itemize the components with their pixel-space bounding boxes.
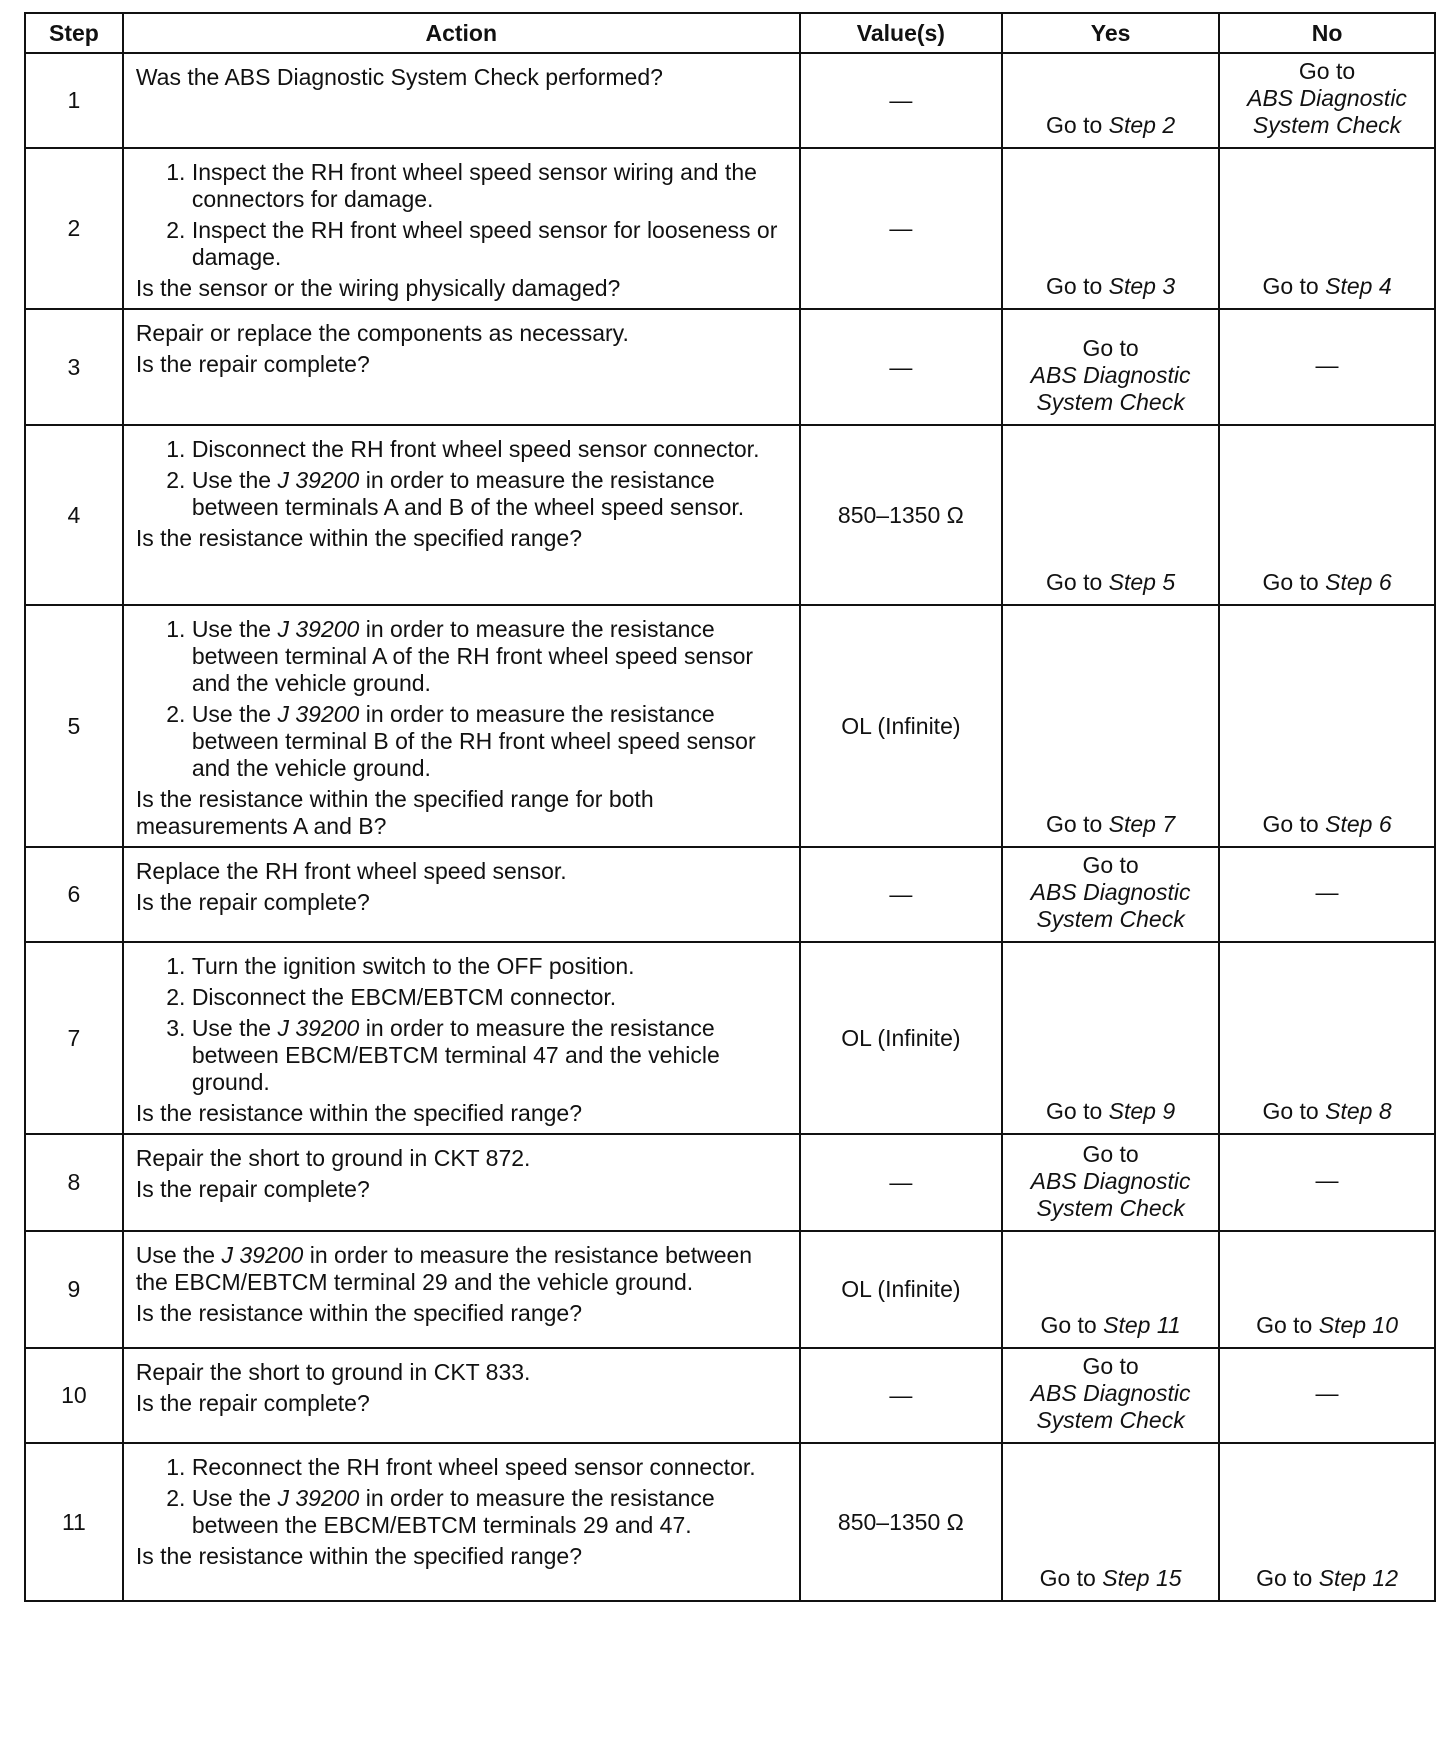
action-question: Is the resistance within the specified range? — [135, 1300, 583, 1326]
action-text: Use the — [191, 1485, 278, 1511]
step-number: 5 — [25, 605, 123, 847]
action-line: Is the repair complete? — [135, 1176, 370, 1202]
no-cell — [1219, 425, 1435, 605]
yes-prefix: Go to — [1039, 1565, 1103, 1591]
action-line: Repair or replace the components as necessary. — [135, 320, 629, 346]
action-line — [136, 1242, 779, 1296]
procedure-list — [136, 616, 779, 782]
yes-prefix: Go to — [1046, 1098, 1109, 1124]
action-text: Turn the ignition switch to the OFF position. — [191, 953, 635, 979]
yes-cell — [1002, 1134, 1219, 1231]
header-values: Value(s) — [800, 13, 1002, 53]
table-row — [25, 309, 1435, 425]
tool-name: J 39200 — [221, 1242, 304, 1268]
action-cell — [123, 1348, 800, 1443]
table-row — [25, 53, 1435, 148]
no-cell — [1219, 847, 1435, 942]
step-number: 2 — [25, 148, 123, 309]
yes-prefix: Go to — [1046, 811, 1109, 837]
header-row — [25, 13, 1435, 53]
yes-prefix: Go to — [1082, 1353, 1139, 1379]
yes-target: Step 9 — [1108, 1098, 1176, 1124]
step-number: 1 — [25, 53, 123, 148]
procedure-item — [192, 953, 779, 980]
yes-cell — [1002, 942, 1219, 1134]
no-target: Step 6 — [1325, 811, 1392, 837]
procedure-item — [192, 616, 779, 697]
action-text: Use the — [191, 701, 278, 727]
yes-target: Step 5 — [1108, 569, 1176, 595]
action-line: Is the repair complete? — [135, 351, 370, 377]
procedure-list — [136, 159, 779, 271]
value-cell: — — [800, 847, 1002, 942]
action-cell — [123, 847, 800, 942]
no-cell — [1219, 1443, 1435, 1601]
action-line: Repair the short to ground in CKT 833. — [135, 1359, 531, 1385]
no-cell — [1219, 309, 1435, 425]
yes-cell — [1002, 1443, 1219, 1601]
no-target: ABS Diagnostic System Check — [1247, 85, 1407, 138]
procedure-item — [192, 159, 779, 213]
no-cell — [1219, 942, 1435, 1134]
no-target: Step 12 — [1318, 1565, 1399, 1591]
step-number: 4 — [25, 425, 123, 605]
table-row — [25, 1348, 1435, 1443]
action-cell — [123, 148, 800, 309]
table-row — [25, 1443, 1435, 1601]
no-prefix: Go to — [1262, 273, 1326, 299]
value-cell: — — [800, 1348, 1002, 1443]
no-prefix: Go to — [1256, 1565, 1319, 1591]
step-number: 8 — [25, 1134, 123, 1231]
procedure-list — [136, 1454, 779, 1539]
no-prefix: Go to — [1262, 811, 1326, 837]
action-text: Use the — [191, 467, 278, 493]
yes-target: Step 15 — [1102, 1565, 1182, 1591]
yes-cell — [1002, 425, 1219, 605]
yes-prefix: Go to — [1046, 569, 1109, 595]
action-text: Inspect the RH front wheel speed sensor wiring and the connectors for damage. — [191, 159, 757, 212]
procedure-item — [192, 467, 779, 521]
yes-target: ABS Diagnostic System Check — [1030, 1168, 1191, 1221]
action-line: Is the repair complete? — [135, 889, 370, 915]
value-cell: — — [800, 309, 1002, 425]
procedure-item — [192, 1454, 779, 1481]
yes-prefix: Go to — [1082, 335, 1139, 361]
action-line: Is the repair complete? — [135, 1390, 370, 1416]
yes-prefix: Go to — [1082, 1141, 1139, 1167]
step-number: 9 — [25, 1231, 123, 1348]
yes-target: Step 7 — [1108, 811, 1176, 837]
header-action: Action — [123, 13, 800, 53]
action-cell — [123, 425, 800, 605]
yes-cell — [1002, 309, 1219, 425]
no-target: — — [1315, 351, 1339, 378]
procedure-item — [192, 217, 779, 271]
yes-prefix: Go to — [1046, 112, 1109, 138]
table-row — [25, 942, 1435, 1134]
no-target: — — [1315, 1167, 1339, 1193]
value-cell: OL (Infinite) — [800, 605, 1002, 847]
no-prefix: Go to — [1262, 569, 1326, 595]
procedure-item — [192, 1015, 779, 1096]
no-cell — [1219, 1134, 1435, 1231]
action-question: Is the resistance within the specified range? — [135, 1543, 583, 1569]
no-target: Step 8 — [1325, 1098, 1392, 1124]
yes-prefix: Go to — [1046, 273, 1109, 299]
yes-prefix: Go to — [1040, 1312, 1104, 1338]
no-prefix: Go to — [1256, 1312, 1319, 1338]
action-cell — [123, 1443, 800, 1601]
action-cell — [123, 1134, 800, 1231]
action-question: Is the resistance within the specified range? — [135, 1100, 583, 1126]
procedure-item — [192, 436, 779, 463]
yes-prefix: Go to — [1082, 852, 1139, 878]
yes-target: ABS Diagnostic System Check — [1030, 362, 1191, 415]
yes-cell — [1002, 148, 1219, 309]
yes-target: Step 3 — [1108, 273, 1176, 299]
table-body — [25, 53, 1435, 1601]
tool-name: J 39200 — [277, 467, 360, 493]
yes-target: ABS Diagnostic System Check — [1030, 879, 1191, 932]
yes-target: ABS Diagnostic System Check — [1030, 1380, 1191, 1433]
value-cell: OL (Infinite) — [800, 942, 1002, 1134]
tool-name: J 39200 — [277, 1485, 360, 1511]
value-cell: 850–1350 Ω — [800, 1443, 1002, 1601]
action-text: in order to measure the resistance between terminal B of the RH front wheel speed sensor and the vehicle ground. — [191, 701, 756, 781]
yes-cell — [1002, 1231, 1219, 1348]
action-text: in order to measure the resistance between EBCM/EBTCM terminal 47 and the vehicle ground. — [191, 1015, 720, 1095]
action-question: Is the resistance within the specified range for both measurements A and B? — [135, 786, 654, 839]
action-cell — [123, 53, 800, 148]
no-cell — [1219, 148, 1435, 309]
value-cell: — — [800, 1134, 1002, 1231]
no-cell — [1219, 605, 1435, 847]
table-row — [25, 1134, 1435, 1231]
yes-cell — [1002, 1348, 1219, 1443]
action-cell — [123, 605, 800, 847]
step-number: 10 — [25, 1348, 123, 1443]
tool-name: J 39200 — [277, 1015, 360, 1041]
yes-target: Step 11 — [1103, 1312, 1181, 1338]
no-cell — [1219, 1231, 1435, 1348]
table-row — [25, 148, 1435, 309]
action-text: Inspect the RH front wheel speed sensor for looseness or damage. — [191, 217, 778, 270]
procedure-list — [136, 953, 779, 1096]
action-line: Replace the RH front wheel speed sensor. — [135, 858, 567, 884]
no-target: — — [1315, 1380, 1339, 1406]
value-cell: OL (Infinite) — [800, 1231, 1002, 1348]
action-text: Use the — [191, 1015, 278, 1041]
action-cell — [123, 942, 800, 1134]
action-cell — [123, 1231, 800, 1348]
action-question: Is the resistance within the specified range? — [135, 525, 583, 551]
procedure-item — [192, 984, 779, 1011]
action-text: Use the — [191, 616, 278, 642]
procedure-item — [192, 1485, 779, 1539]
table-row — [25, 847, 1435, 942]
action-text: in order to measure the resistance between terminal A of the RH front wheel speed sensor and the vehicle ground. — [191, 616, 754, 696]
action-text: Disconnect the EBCM/EBTCM connector. — [191, 984, 617, 1010]
yes-target: Step 2 — [1108, 112, 1176, 138]
yes-cell — [1002, 53, 1219, 148]
no-target: Step 10 — [1318, 1312, 1399, 1338]
table-row — [25, 605, 1435, 847]
value-cell: 850–1350 Ω — [800, 425, 1002, 605]
tool-name: J 39200 — [277, 616, 360, 642]
table-row — [25, 1231, 1435, 1348]
action-cell — [123, 309, 800, 425]
value-cell: — — [800, 53, 1002, 148]
header-no: No — [1219, 13, 1435, 53]
yes-cell — [1002, 605, 1219, 847]
action-line: Repair the short to ground in CKT 872. — [135, 1145, 531, 1171]
action-line: Was the ABS Diagnostic System Check performed? — [135, 64, 663, 90]
step-number: 3 — [25, 309, 123, 425]
tool-name: J 39200 — [277, 701, 360, 727]
action-text: Reconnect the RH front wheel speed sensor connector. — [191, 1454, 756, 1480]
value-cell: — — [800, 148, 1002, 309]
no-prefix: Go to — [1298, 58, 1356, 84]
header-step: Step — [25, 13, 123, 53]
diagnostic-table — [24, 12, 1436, 1602]
header-yes: Yes — [1002, 13, 1219, 53]
no-target: — — [1315, 879, 1339, 905]
no-prefix: Go to — [1262, 1098, 1326, 1124]
no-cell — [1219, 1348, 1435, 1443]
no-target: Step 4 — [1325, 273, 1392, 299]
procedure-list — [136, 436, 779, 521]
procedure-item — [192, 701, 779, 782]
action-text: Disconnect the RH front wheel speed sensor connector. — [191, 436, 760, 462]
yes-cell — [1002, 847, 1219, 942]
table-row — [25, 425, 1435, 605]
no-cell — [1219, 53, 1435, 148]
action-text: in order to measure the resistance between terminals A and B of the wheel speed sensor. — [191, 467, 745, 520]
no-target: Step 6 — [1325, 569, 1392, 595]
step-number: 6 — [25, 847, 123, 942]
action-question: Is the sensor or the wiring physically damaged? — [135, 275, 621, 301]
action-text: in order to measure the resistance between the EBCM/EBTCM terminal 29 and the vehicle ground. — [135, 1242, 753, 1295]
action-text: Use the — [135, 1242, 222, 1268]
step-number: 7 — [25, 942, 123, 1134]
step-number: 11 — [25, 1443, 123, 1601]
action-text: in order to measure the resistance between the EBCM/EBTCM terminals 29 and 47. — [191, 1485, 715, 1538]
